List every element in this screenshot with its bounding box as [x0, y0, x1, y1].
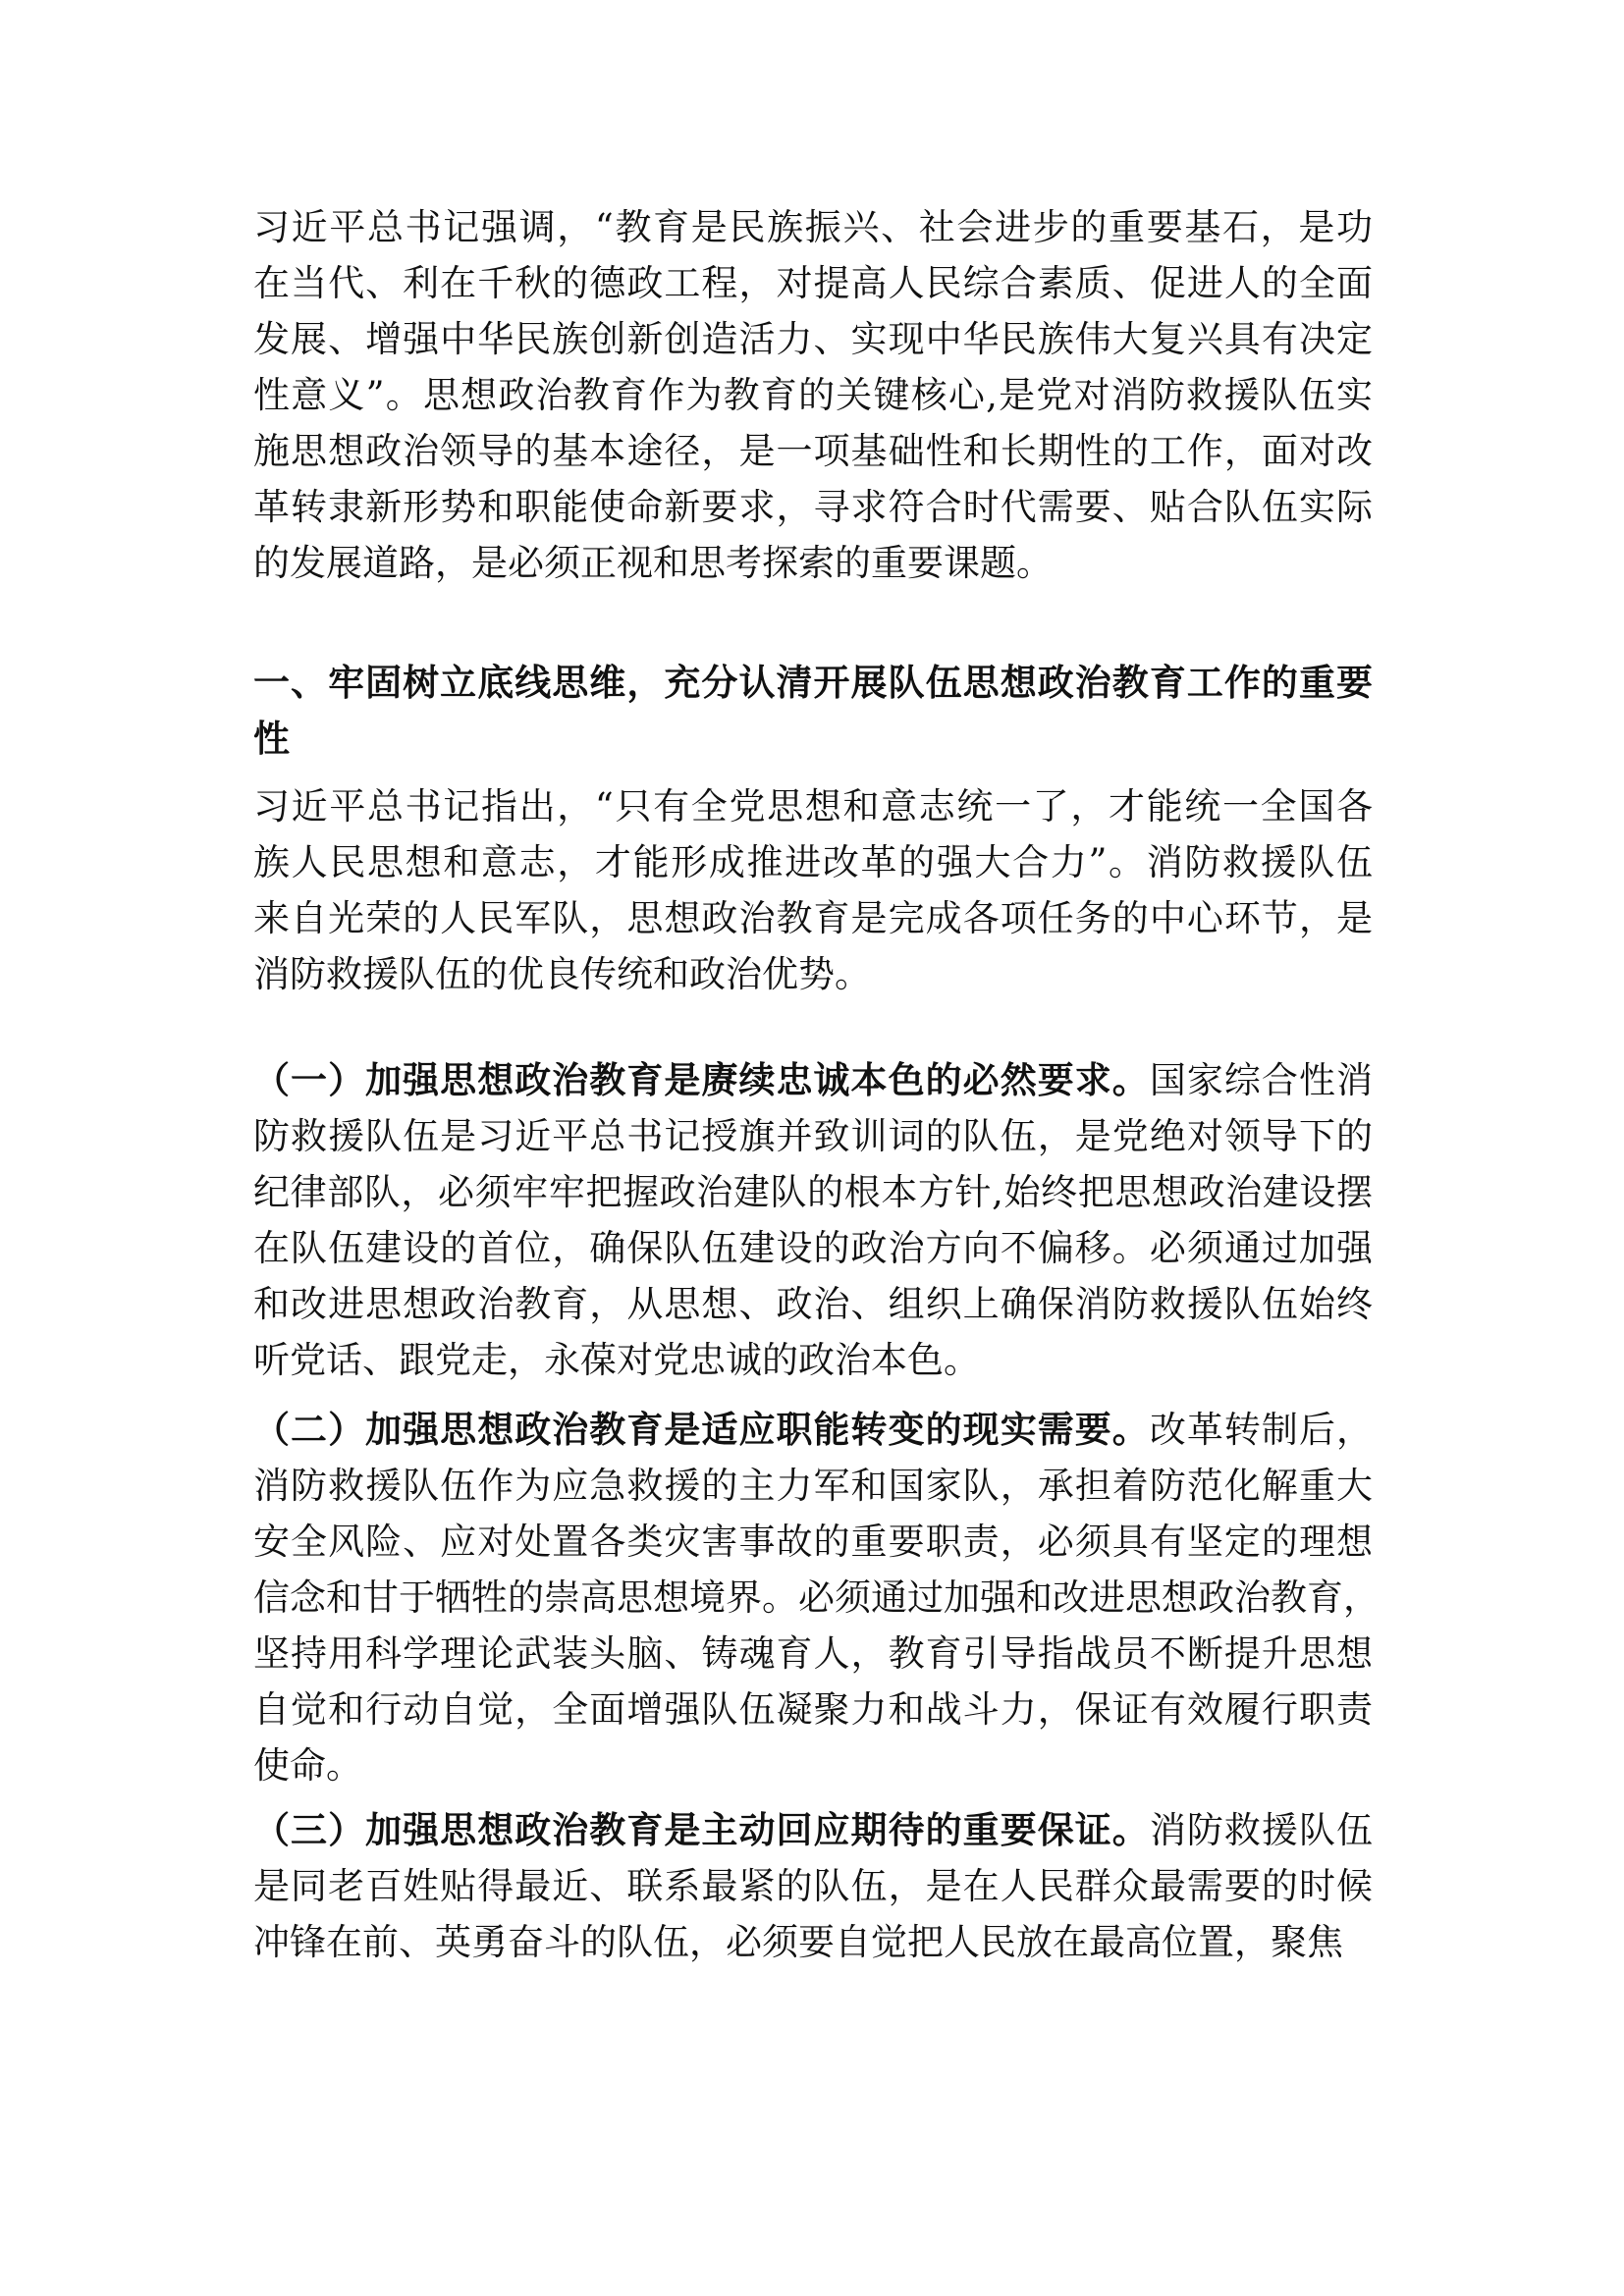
text-line: 习近平总书记强调，“教育是民族振兴、社会进步的重要基石，是功	[253, 206, 1373, 248]
text-line	[253, 1052, 1373, 1108]
text-line: 革转隶新形势和职能使命新要求，寻求符合时代需要、贴合队伍实际	[253, 486, 1373, 528]
point-lead: （二）加强思想政治教育是适应职能转变的现实需要。	[253, 1409, 1150, 1451]
paragraph-section-1-intro	[253, 778, 1373, 1002]
text-line: 坚持用科学理论武装头脑、铸魂育人，教育引导指战员不断提升思想	[253, 1632, 1373, 1675]
text-line: 和改进思想政治教育，从思想、政治、组织上确保消防救援队伍始终	[253, 1283, 1373, 1325]
point-lead: （一）加强思想政治教育是赓续忠诚本色的必然要求。	[253, 1059, 1150, 1101]
text-line: 性意义”。思想政治教育作为教育的关键核心,是党对消防救援队伍实	[253, 374, 1373, 416]
paragraph-point-3	[253, 1802, 1373, 1970]
text-line: 消防救援队伍的优良传统和政治优势。	[253, 953, 871, 995]
text-line: 信念和甘于牺牲的崇高思想境界。必须通过加强和改进思想政治教育，	[253, 1576, 1380, 1619]
text-line: 防救援队伍是习近平总书记授旗并致训词的队伍，是党绝对领导下的	[253, 1115, 1373, 1157]
text-line	[253, 1402, 1373, 1458]
text-line: 来自光荣的人民军队，思想政治教育是完成各项任务的中心环节，是	[253, 897, 1373, 939]
text-line: 冲锋在前、英勇奋斗的队伍，必须要自觉把人民放在最高位置，聚焦	[253, 1921, 1343, 1963]
text-line: 安全风险、应对处置各类灾害事故的重要职责，必须具有坚定的理想	[253, 1521, 1373, 1563]
text-line: 发展、增强中华民族创新创造活力、实现中华民族伟大复兴具有决定	[253, 318, 1373, 360]
text-line: 消防救援队伍作为应急救援的主力军和国家队，承担着防范化解重大	[253, 1465, 1373, 1507]
point-text: 国家综合性消	[1149, 1059, 1374, 1101]
text-line: 的发展道路，是必须正视和思考探索的重要课题。	[253, 542, 1053, 584]
text-line: 纪律部队，必须牢牢把握政治建队的根本方针,始终把思想政治建设摆	[253, 1171, 1373, 1213]
text-line: 施思想政治领导的基本途径，是一项基础性和长期性的工作，面对改	[253, 430, 1373, 472]
text-line: 自觉和行动自觉，全面增强队伍凝聚力和战斗力，保证有效履行职责	[253, 1688, 1373, 1731]
text-line: 使命。	[253, 1744, 362, 1787]
text-line: 一、牢固树立底线思维，充分认清开展队伍思想政治教育工作的重要	[253, 662, 1373, 704]
text-line: 习近平总书记指出，“只有全党思想和意志统一了，才能统一全国各	[253, 785, 1373, 828]
paragraph-intro	[253, 199, 1373, 591]
paragraph-point-2	[253, 1402, 1380, 1793]
text-line: 族人民思想和意志，才能形成推进改革的强大合力”。消防救援队伍	[253, 841, 1373, 883]
text-line: 在当代、利在千秋的德政工程，对提高人民综合素质、促进人的全面	[253, 262, 1373, 304]
point-text: 改革转制后，	[1149, 1409, 1374, 1451]
text-line: 是同老百姓贴得最近、联系最紧的队伍，是在人民群众最需要的时候	[253, 1865, 1373, 1907]
text-line: 听党话、跟党走，永葆对党忠诚的政治本色。	[253, 1339, 980, 1381]
section-heading-1	[253, 655, 1373, 767]
point-text: 消防救援队伍	[1149, 1809, 1374, 1851]
point-lead: （三）加强思想政治教育是主动回应期待的重要保证。	[253, 1809, 1150, 1851]
paragraph-point-1	[253, 1052, 1373, 1388]
text-line	[253, 1802, 1373, 1858]
text-line: 在队伍建设的首位，确保队伍建设的政治方向不偏移。必须通过加强	[253, 1227, 1373, 1269]
text-line: 性	[253, 718, 290, 760]
